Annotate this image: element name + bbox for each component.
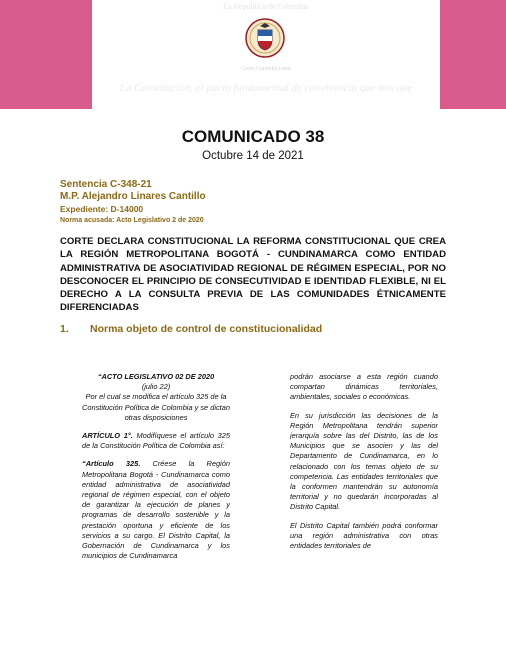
acto-heading (82, 372, 230, 423)
header-sub-text: Corte Constitucional (241, 66, 291, 72)
acto-title: “ACTO LEGISLATIVO 02 DE 2020 (97, 372, 215, 381)
article-1-text: Modifíquese el artículo 325 de la Constitución Política de Colombia así: (82, 431, 230, 451)
headline: CORTE DECLARA CONSTITUCIONAL LA REFORMA CONSTITUCIONAL QUE CREA LA REGIÓN METROPOLITANA BOGOTÁ - CUNDINAMARCA COMO ENTIDAD ADMINISTRATIVA DE ASOCIATIVIDAD REGIONAL DE RÉGIMEN ESPECIAL, POR NO DESCONOCER EL PRINCIPIO DE CONSECUTIVIDAD E IDENTIDAD FLEXIBLE, NI EL DERECHO A LA CONSULTA PREVIA DE LAS COMUNIDADES ÉTNICAMENTE DIFERENCIADAS (60, 236, 446, 314)
norma-label: Norma acusada: Acto Legislativo 2 de 2020 (60, 217, 204, 224)
header-top-text: La República de Colombia (223, 2, 309, 11)
sentencia-label: Sentencia C-348-21 (60, 179, 152, 190)
acto-date: (julio 22) (141, 382, 171, 392)
article-325-label: “Artículo 325. (82, 459, 141, 469)
article-1 (82, 431, 230, 451)
section-heading (60, 323, 322, 335)
right-column (290, 372, 438, 596)
page-title: COMUNICADO 38 (181, 127, 325, 146)
left-column (82, 372, 230, 596)
paragraph: El Distrito Capital también podrá conformar una región administrativa con otras entidades territoriales de (290, 520, 438, 551)
paragraph: En su jurisdicción las decisiones de la Región Metropolitana tendrán superior jerarquía sobre las del Distrito, las de los Municipios que se asocien y las del Departamento de Cundinamarca, en lo relacionado con los temas objeto de su competencia. Las entidades territoriales que la conformen mantendrán su autonomía territorial y no quedarán incorporadas al Distrito Capital. (290, 410, 438, 512)
header-panel (92, 0, 440, 109)
article-325-text: Créese la Región Metropolitana Bogotá - Cundinamarca como entidad administrativa de asociatividad regional de régimen especial, con el objeto de garantizar la ejecución de planes y programas de desarrollo sostenible y la prestación oportuna y eficiente de los servicios a su cargo. El Distrito Capital, la Gobernación de Cundinamarca y los municipios de Cundinamarca (82, 459, 230, 561)
header-motto: La Constitución, el pacto fundamental de convivencia que nos une (119, 82, 413, 94)
section-number: 1. (60, 323, 69, 335)
expediente-label: Expediente: D-14000 (60, 204, 144, 214)
article-1-label: ARTÍCULO 1°. (82, 431, 133, 441)
court-seal-icon (245, 18, 285, 58)
acto-intro: Por el cual se modifica el artículo 325 de la Constitución Política de Colombia y se dictan otras disposiciones (82, 392, 230, 422)
paragraph: podrán asociarse a esta región cuando compartan dinámicas territoriales, ambientales, sociales o económicas. (290, 372, 438, 402)
section-title: Norma objeto de control de constitucionalidad (90, 323, 323, 335)
magistrado-label: M.P. Alejandro Linares Cantillo (60, 191, 206, 202)
page-date: Octubre 14 de 2021 (202, 150, 304, 162)
header-banner (0, 0, 506, 109)
article-325 (82, 459, 230, 561)
case-metadata (60, 179, 206, 227)
